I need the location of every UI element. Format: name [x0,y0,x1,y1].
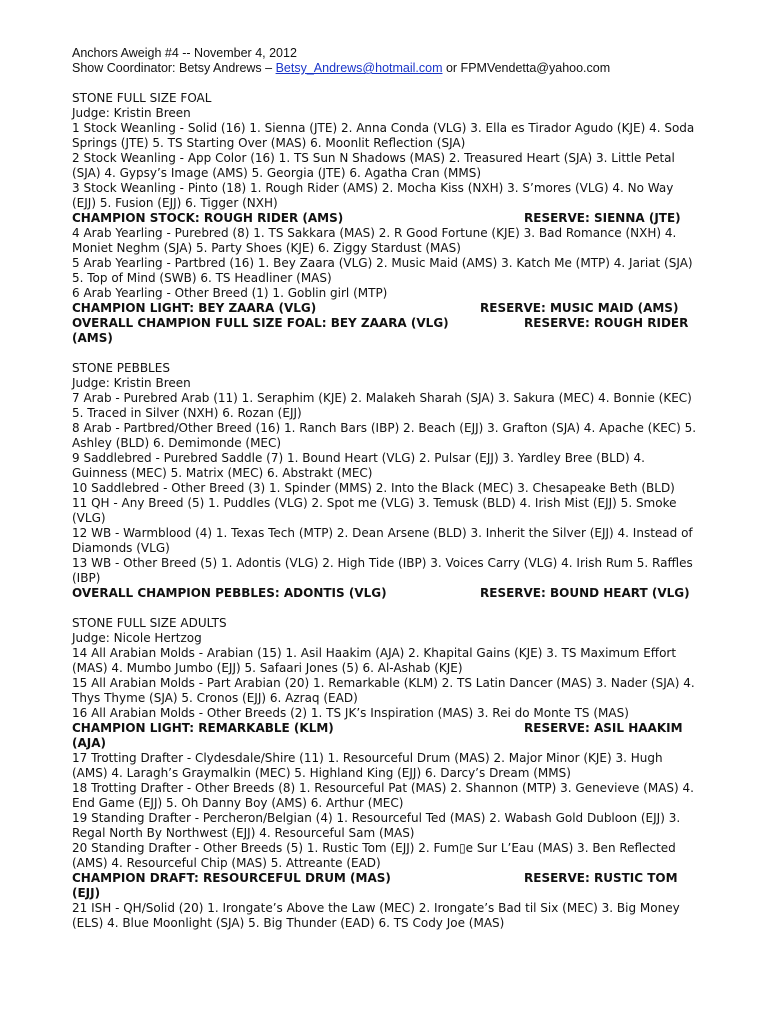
class-result-line: 9 Saddlebred - Purebred Saddle (7) 1. Bound Heart (VLG) 2. Pulsar (EJJ) 3. Yardley Bree (BLD) 4. Guinness (MEC) 5. Matrix (MEC) 6. Abstrakt (MEC) [72,451,645,480]
section-spacer [72,76,700,91]
class-result-line: 15 All Arabian Molds - Part Arabian (20) 1. Remarkable (KLM) 2. TS Latin Dancer (MAS) 3. Nader (SJA) 4. Thys Thyme (SJA) 5. Cronos (EJJ) 6. Azraq (EAD) [72,676,695,705]
section-title: STONE FULL SIZE ADULTS [72,616,227,630]
champion-line [72,211,700,226]
champion-title: OVERALL CHAMPION PEBBLES: ADONTIS (VLG) [72,586,387,600]
champion-line [72,586,700,601]
champion-title: CHAMPION LIGHT: REMARKABLE (KLM) [72,721,334,735]
reserve-title: RESERVE: ROUGH RIDER (AMS) [72,316,689,345]
section-spacer [72,601,700,616]
class-result-line: 7 Arab - Purebred Arab (11) 1. Seraphim (KJE) 2. Malakeh Sharah (SJA) 3. Sakura (MEC) 4. Bonnie (KEC) 5. Traced in Silver (NXH) 6. Rozan (EJJ) [72,391,692,420]
class-result-line: 8 Arab - Partbred/Other Breed (16) 1. Ranch Bars (IBP) 2. Beach (EJJ) 3. Grafton (SJA) 4. Apache (KEC) 5. Ashley (BLD) 6. Demimonde (MEC) [72,421,697,450]
judge-line: Judge: Kristin Breen [72,106,191,120]
class-result-line: 1 Stock Weanling - Solid (16) 1. Sienna (JTE) 2. Anna Conda (VLG) 3. Ella es Tirador Agudo (KJE) 4. Soda Springs (JTE) 5. TS Starting Over (MAS) 6. Moonlit Reflection (SJA) [72,121,695,150]
show-coordinator-line [72,61,700,76]
reserve-title: RESERVE: SIENNA (JTE) [524,211,681,225]
champion-line [72,301,700,316]
class-result-line: 12 WB - Warmblood (4) 1. Texas Tech (MTP) 2. Dean Arsene (BLD) 3. Inherit the Silver (EJJ) 4. Instead of Diamonds (VLG) [72,526,693,555]
class-result-line: 14 All Arabian Molds - Arabian (15) 1. Asil Haakim (AJA) 2. Khapital Gains (KJE) 3. TS Maximum Effort (MAS) 4. Mumbo Jumbo (EJJ) 5. Safaari Jones (5) 6. Al-Ashab (KJE) [72,646,677,675]
class-result-line: 19 Standing Drafter - Percheron/Belgian (4) 1. Resourceful Ted (MAS) 2. Wabash Gold Dubloon (EJJ) 3. Regal North By Northwest (EJJ) 4. Resourceful Sam (MAS) [72,811,681,840]
class-result-line: 18 Trotting Drafter - Other Breeds (8) 1. Resourceful Pat (MAS) 2. Shannon (MTP) 3. Genevieve (MAS) 4. End Game (EJJ) 5. Oh Danny Boy (AMS) 6. Arthur (MEC) [72,781,694,810]
coordinator-email-link[interactable]: Betsy_Andrews@hotmail.com [275,61,443,75]
champion-line [72,871,700,901]
reserve-title: RESERVE: ASIL HAAKIM (AJA) [72,721,683,750]
class-result-line: 4 Arab Yearling - Purebred (8) 1. TS Sakkara (MAS) 2. R Good Fortune (KJE) 3. Bad Romance (NXH) 4. Moniet Neghm (SJA) 5. Party Shoes (KJE) 6. Ziggy Stardust (MAS) [72,226,677,255]
champion-title: CHAMPION LIGHT: BEY ZAARA (VLG) [72,301,317,315]
reserve-title: RESERVE: BOUND HEART (VLG) [480,586,690,600]
class-result-line: 2 Stock Weanling - App Color (16) 1. TS Sun N Shadows (MAS) 2. Treasured Heart (SJA) 3. Little Petal (SJA) 4. Gypsy’s Image (AMS) 5. Georgia (JTE) 6. Agatha Cran (MMS) [72,151,675,180]
document-title: Anchors Aweigh #4 -- November 4, 2012 [72,46,297,60]
champion-title: CHAMPION DRAFT: RESOURCEFUL DRUM (MAS) [72,871,391,885]
class-result-line: 3 Stock Weanling - Pinto (18) 1. Rough Rider (AMS) 2. Mocha Kiss (NXH) 3. S’mores (VLG) 4. No Way (EJJ) 5. Fusion (EJJ) 6. Tigger (NXH) [72,181,674,210]
class-result-line: 10 Saddlebred - Other Breed (3) 1. Spinder (MMS) 2. Into the Black (MEC) 3. Chesapeake Beth (BLD) [72,481,675,495]
class-result-line: 21 ISH - QH/Solid (20) 1. Irongate’s Above the Law (MEC) 2. Irongate’s Bad til Six (MEC) 3. Big Money (ELS) 4. Blue Moonlight (SJA) 5. Big Thunder (EAD) 6. TS Cody Joe (MAS) [72,901,680,930]
champion-title: CHAMPION STOCK: ROUGH RIDER (AMS) [72,211,344,225]
champion-line [72,316,700,346]
coordinator-label: Show Coordinator: Betsy Andrews – [72,61,276,75]
class-result-line: 11 QH - Any Breed (5) 1. Puddles (VLG) 2. Spot me (VLG) 3. Temusk (BLD) 4. Irish Mist (EJJ) 5. Smoke (VLG) [72,496,677,525]
champion-line [72,721,700,751]
class-result-line: 5 Arab Yearling - Partbred (16) 1. Bey Zaara (VLG) 2. Music Maid (AMS) 3. Katch Me (MTP) 4. Jariat (SJA) 5. Top of Mind (SWB) 6. TS Headliner (MAS) [72,256,693,285]
reserve-title: RESERVE: RUSTIC TOM (EJJ) [72,871,678,900]
results-section [72,616,700,931]
results-section [72,91,700,346]
judge-line: Judge: Nicole Hertzog [72,631,202,645]
section-title: STONE FULL SIZE FOAL [72,91,212,105]
class-result-line: 13 WB - Other Breed (5) 1. Adontis (VLG) 2. High Tide (IBP) 3. Voices Carry (VLG) 4. Irish Rum 5. Raffles (IBP) [72,556,693,585]
coordinator-alt-email: or FPMVendetta@yahoo.com [442,61,611,75]
judge-line: Judge: Kristin Breen [72,376,191,390]
document-header [72,46,700,76]
reserve-title: RESERVE: MUSIC MAID (AMS) [480,301,679,315]
champion-title: OVERALL CHAMPION FULL SIZE FOAL: BEY ZAARA (VLG) [72,316,449,330]
section-spacer [72,346,700,361]
results-sections [72,76,700,931]
class-result-line: 17 Trotting Drafter - Clydesdale/Shire (11) 1. Resourceful Drum (MAS) 2. Major Minor (KJE) 3. Hugh (AMS) 4. Laragh’s Graymalkin (MEC) 5. Highland King (EJJ) 6. Darcy’s Dream (MMS) [72,751,663,780]
document-page [72,46,700,931]
class-result-line: 16 All Arabian Molds - Other Breeds (2) 1. TS JK’s Inspiration (MAS) 3. Rei do Monte TS (MAS) [72,706,629,720]
section-title: STONE PEBBLES [72,361,170,375]
results-section [72,361,700,601]
class-result-line: 20 Standing Drafter - Other Breeds (5) 1. Rustic Tom (EJJ) 2. Fum▯e Sur L’Eau (MAS) 3. Ben Reflected (AMS) 4. Resourceful Chip (MAS) 5. Attreante (EAD) [72,841,676,870]
class-result-line: 6 Arab Yearling - Other Breed (1) 1. Goblin girl (MTP) [72,286,388,300]
